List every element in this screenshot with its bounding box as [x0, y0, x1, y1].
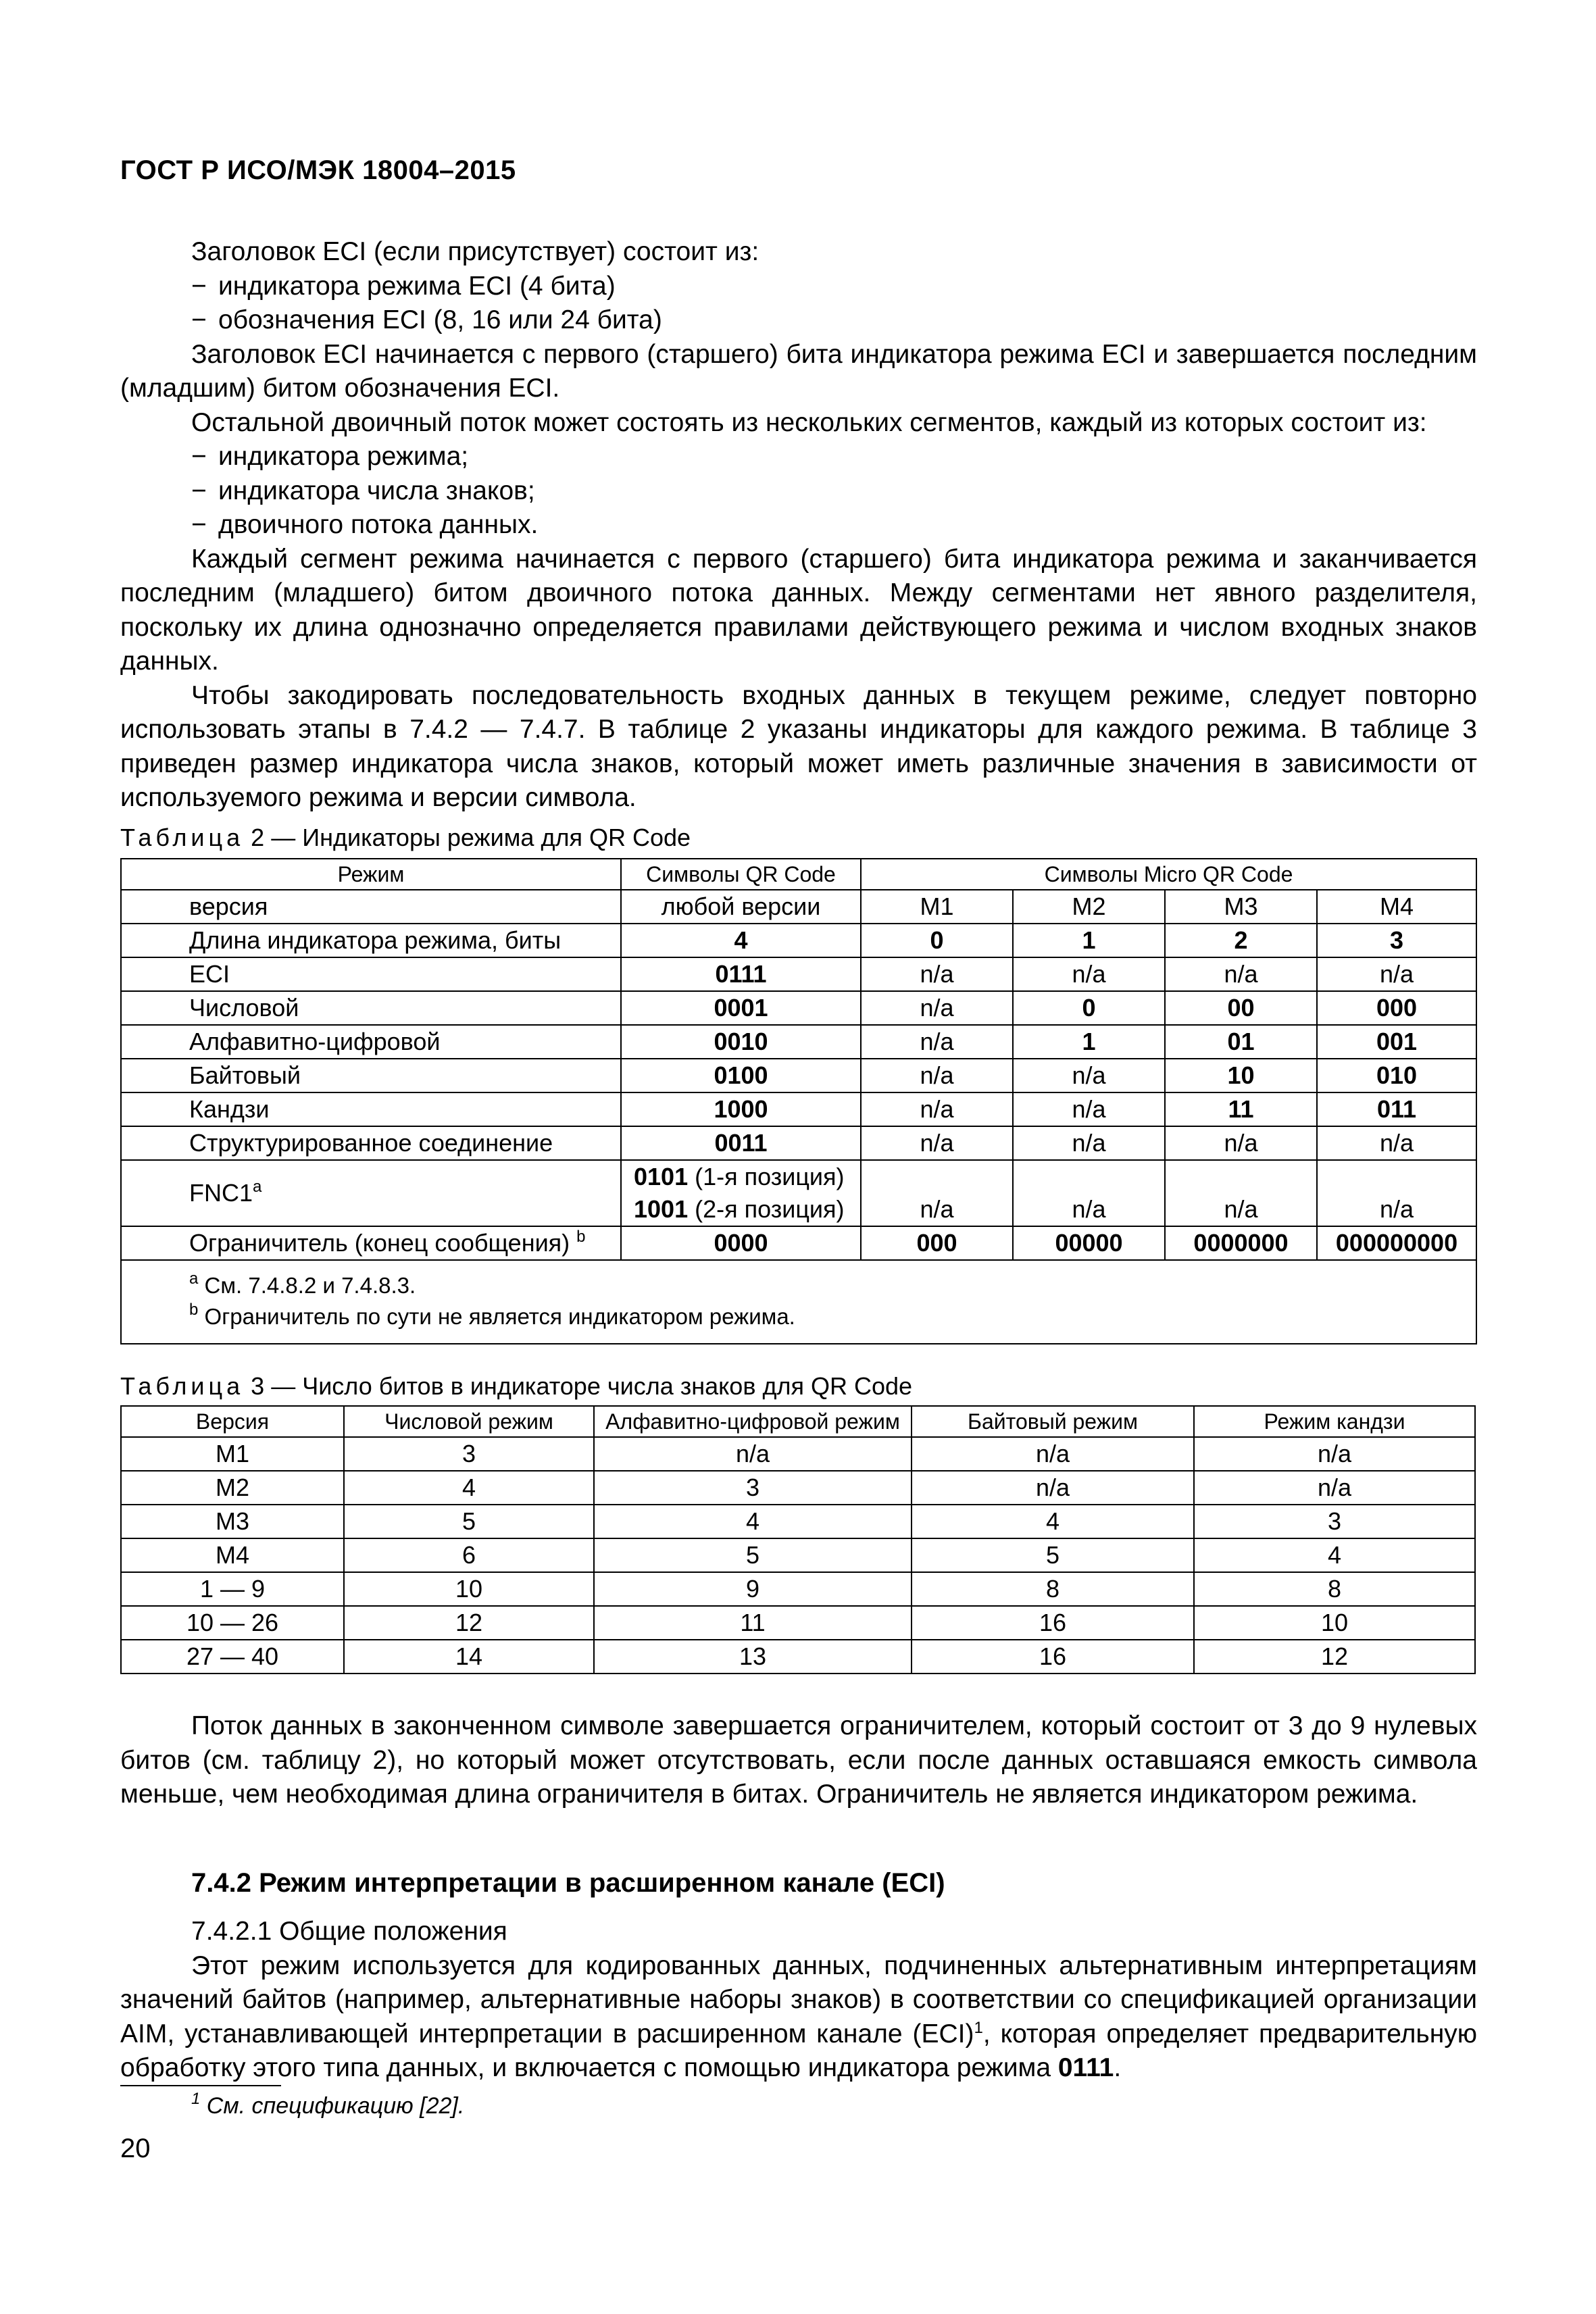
table-cell: M3: [1165, 890, 1317, 924]
table-cell: 8: [1194, 1572, 1475, 1606]
intro-paragraph-5: Чтобы закодировать последовательность входных данных в текущем режиме, следует повторно использовать этапы в 7.4.2 — 7.4.7. В таблице 2 указаны индикаторы для каждого режима. В таблице 3 приведен размер индикатора числа знаков, который может иметь различные значения в зависимости от используемого режима и версии символа.: [120, 680, 1477, 812]
table-cell: M4: [121, 1538, 344, 1572]
table-cell: n/a: [1317, 957, 1476, 991]
table-row-fnc1: [121, 1160, 1476, 1226]
table-row: [121, 1606, 1475, 1640]
table-cell: 0: [1013, 991, 1165, 1025]
table-cell: 10 — 26: [121, 1606, 344, 1640]
table-cell: 11: [1165, 1092, 1317, 1126]
table-cell: Структурированное соединение: [121, 1126, 621, 1160]
table-cell: FNC1$^a$: [121, 1160, 621, 1226]
table-cell: 000: [1317, 991, 1476, 1025]
table-3-character-count-bits: [120, 1405, 1476, 1674]
table-cell: 1000: [621, 1092, 861, 1126]
table-row: [121, 1025, 1476, 1059]
table-cell: 4: [912, 1505, 1194, 1538]
table-row: [121, 1092, 1476, 1126]
table-row: [121, 1505, 1475, 1538]
column-header: Режим кандзи: [1194, 1406, 1475, 1437]
after-tables-section: [120, 1709, 1477, 1812]
table-cell: 3: [1317, 924, 1476, 957]
table-2-caption: Таблица 2 — Индикаторы режима для QR Code: [120, 824, 691, 851]
table-cell: 11: [594, 1606, 912, 1640]
table-cell: 27 — 40: [121, 1640, 344, 1674]
table-cell: 13: [594, 1640, 912, 1674]
table-cell: n/a: [912, 1437, 1194, 1471]
intro-paragraph-3: Остальной двоичный поток может состоять из нескольких сегментов, каждый из которых состоит из:: [191, 407, 1427, 437]
table-cell: M1: [121, 1437, 344, 1471]
table-cell: 0101 (1-я позиция) 1001 (2-я позиция): [621, 1160, 861, 1226]
terminator-paragraph: Поток данных в законченном символе завершается ограничителем, который состоит от 3 до 9 нулевых битов (см. таблицу 2), но который может отсутствовать, если после данных оставшаяся емкость символа меньше, чем необходимая длина ограничителя в битах. Ограничитель не является индикатором режима.: [120, 1711, 1477, 1809]
table-cell: 0001: [621, 991, 861, 1025]
table-row: [121, 924, 1476, 957]
table-cell: 3: [344, 1437, 594, 1471]
footnote-separator: [120, 2085, 281, 2086]
table-cell: 0: [861, 924, 1013, 957]
table-row: [121, 1471, 1475, 1505]
table-cell: ECI: [121, 957, 621, 991]
table-notes-row: [121, 1260, 1476, 1344]
table-cell: n/a: [912, 1471, 1194, 1505]
table-cell: n/a: [1165, 957, 1317, 991]
column-header: Версия: [121, 1406, 344, 1437]
column-header: Режим: [121, 859, 621, 890]
document-header-title: ГОСТ Р ИСО/МЭК 18004–2015: [120, 155, 516, 185]
table-cell: n/a: [1013, 1160, 1165, 1226]
table-cell: 0011: [621, 1126, 861, 1160]
table-cell: 6: [344, 1538, 594, 1572]
table-cell: 8: [912, 1572, 1194, 1606]
table-row: [121, 1437, 1475, 1471]
table-cell: Длина индикатора режима, биты: [121, 924, 621, 957]
table-cell: 12: [344, 1606, 594, 1640]
table-cell: M2: [1013, 890, 1165, 924]
intro-section: [120, 235, 1477, 815]
table-cell: n/a: [1165, 1126, 1317, 1160]
column-header: Числовой режим: [344, 1406, 594, 1437]
section-7-4-2-body: [120, 1915, 1477, 2086]
table-cell: Байтовый: [121, 1059, 621, 1092]
table-cell: n/a: [1317, 1160, 1476, 1226]
table-cell: M4: [1317, 890, 1476, 924]
table-cell: n/a: [861, 1160, 1013, 1226]
table-cell: n/a: [1013, 957, 1165, 991]
table-cell: 5: [594, 1538, 912, 1572]
dash-list-item: − индикатора числа знаков;: [191, 476, 535, 505]
table-row: [121, 1059, 1476, 1092]
table-row: [121, 890, 1476, 924]
table-cell: 9: [594, 1572, 912, 1606]
table-cell: n/a: [861, 957, 1013, 991]
table-cell: версия: [121, 890, 621, 924]
column-header: Байтовый режим: [912, 1406, 1194, 1437]
table-cell: 3: [594, 1471, 912, 1505]
table-cell: 011: [1317, 1092, 1476, 1126]
table-cell: 4: [1194, 1538, 1475, 1572]
table-cell: n/a: [1194, 1471, 1475, 1505]
table-cell: M2: [121, 1471, 344, 1505]
table-cell: 4: [344, 1471, 594, 1505]
table-header-row: [121, 1406, 1475, 1437]
table-cell: 0010: [621, 1025, 861, 1059]
table-cell: 2: [1165, 924, 1317, 957]
table-cell: M1: [861, 890, 1013, 924]
table-row: [121, 957, 1476, 991]
table-cell: n/a: [1194, 1437, 1475, 1471]
column-header: Символы QR Code: [621, 859, 861, 890]
eci-paragraph: Этот режим используется для кодированных данных, подчиненных альтернативным интерпретациям значений байтов (например, альтернативные наборы знаков) в соответствии со спецификацией организации AIM, устанавливающей интерпретации в расширенном канале (ECI)$^1$, которая определяет предварительную обработку этого типа данных, и включается с помощью индикатора режима 0111.: [120, 1951, 1477, 2082]
section-heading-7-4-2: 7.4.2 Режим интерпретации в расширенном канале (ECI): [191, 1868, 945, 1898]
table-cell: 1: [1013, 1025, 1165, 1059]
table-cell: Числовой: [121, 991, 621, 1025]
intro-paragraph-1: Заголовок ECI (если присутствует) состоит из:: [191, 237, 759, 266]
table-cell: n/a: [1013, 1126, 1165, 1160]
table-row: [121, 1126, 1476, 1160]
table-cell: n/a: [1317, 1126, 1476, 1160]
table-cell: 16: [912, 1640, 1194, 1674]
table-note-a: $^a$ См. 7.4.8.2 и 7.4.8.3.: [189, 1269, 416, 1298]
table-note-b: $^b$ Ограничитель по сути не является индикатором режима.: [189, 1301, 795, 1329]
table-3-caption: Таблица 3 — Число битов в индикаторе числа знаков для QR Code: [120, 1372, 913, 1400]
table-cell: 0100: [621, 1059, 861, 1092]
dash-list-item: − индикатора режима;: [191, 442, 469, 471]
table-row: [121, 1572, 1475, 1606]
table-cell: 12: [1194, 1640, 1475, 1674]
table-cell: 00000: [1013, 1226, 1165, 1260]
table-cell: 10: [1165, 1059, 1317, 1092]
table-cell: 0000000: [1165, 1226, 1317, 1260]
table-cell: 10: [344, 1572, 594, 1606]
table-cell: 5: [344, 1505, 594, 1538]
table-cell: n/a: [1165, 1160, 1317, 1226]
table-cell: n/a: [861, 1126, 1013, 1160]
table-cell: 00: [1165, 991, 1317, 1025]
table-header-row: [121, 859, 1476, 890]
footnote-1: $^1$ См. спецификацию [22].: [191, 2090, 465, 2119]
table-cell: 1: [1013, 924, 1165, 957]
table-cell: n/a: [861, 1025, 1013, 1059]
table-row: [121, 1640, 1475, 1674]
page-number: 20: [120, 2134, 151, 2163]
intro-paragraph-4: Каждый сегмент режима начинается с первого (старшего) бита индикатора режима и заканчивается последним (младшего) битом двоичного потока данных. Между сегментами нет явного разделителя, поскольку их длина однозначно определяется правилами действующего режима и числом входных знаков данных.: [120, 544, 1477, 676]
table-cell: 0111: [621, 957, 861, 991]
table-cell: n/a: [594, 1437, 912, 1471]
column-header: Алфавитно-цифровой режим: [594, 1406, 912, 1437]
table-cell: Кандзи: [121, 1092, 621, 1126]
table-cell: 000000000: [1317, 1226, 1476, 1260]
table-cell: n/a: [861, 1092, 1013, 1126]
table-cell: 000: [861, 1226, 1013, 1260]
table-2-mode-indicators: [120, 858, 1477, 1344]
table-cell: M3: [121, 1505, 344, 1538]
table-cell: n/a: [861, 1059, 1013, 1092]
table-cell: 0000: [621, 1226, 861, 1260]
table-notes: [121, 1260, 1476, 1344]
table-cell: 14: [344, 1640, 594, 1674]
intro-paragraph-2: Заголовок ECI начинается с первого (старшего) бита индикатора режима ECI и завершается последним (младшим) битом обозначения ECI.: [120, 339, 1477, 403]
table-cell: 10: [1194, 1606, 1475, 1640]
column-header: Символы Micro QR Code: [861, 859, 1476, 890]
table-row: [121, 1538, 1475, 1572]
table-cell: Ограничитель (конец сообщения) $^b$: [121, 1226, 621, 1260]
table-row-terminator: [121, 1226, 1476, 1260]
table-cell: 4: [621, 924, 861, 957]
table-cell: 5: [912, 1538, 1194, 1572]
table-cell: n/a: [1013, 1092, 1165, 1126]
table-cell: Алфавитно-цифровой: [121, 1025, 621, 1059]
table-row: [121, 991, 1476, 1025]
table-cell: 3: [1194, 1505, 1475, 1538]
table-cell: 01: [1165, 1025, 1317, 1059]
table-cell: 4: [594, 1505, 912, 1538]
table-cell: 010: [1317, 1059, 1476, 1092]
dash-list-item: − обозначения ECI (8, 16 или 24 бита): [191, 305, 662, 334]
dash-list-item: − двоичного потока данных.: [191, 510, 539, 539]
table-cell: n/a: [1013, 1059, 1165, 1092]
table-cell: 001: [1317, 1025, 1476, 1059]
table-cell: 16: [912, 1606, 1194, 1640]
subsection-heading-7-4-2-1: 7.4.2.1 Общие положения: [191, 1917, 507, 1946]
table-cell: любой версии: [621, 890, 861, 924]
table-cell: 1 — 9: [121, 1572, 344, 1606]
table-cell: n/a: [861, 991, 1013, 1025]
dash-list-item: − индикатора режима ECI (4 бита): [191, 271, 616, 301]
